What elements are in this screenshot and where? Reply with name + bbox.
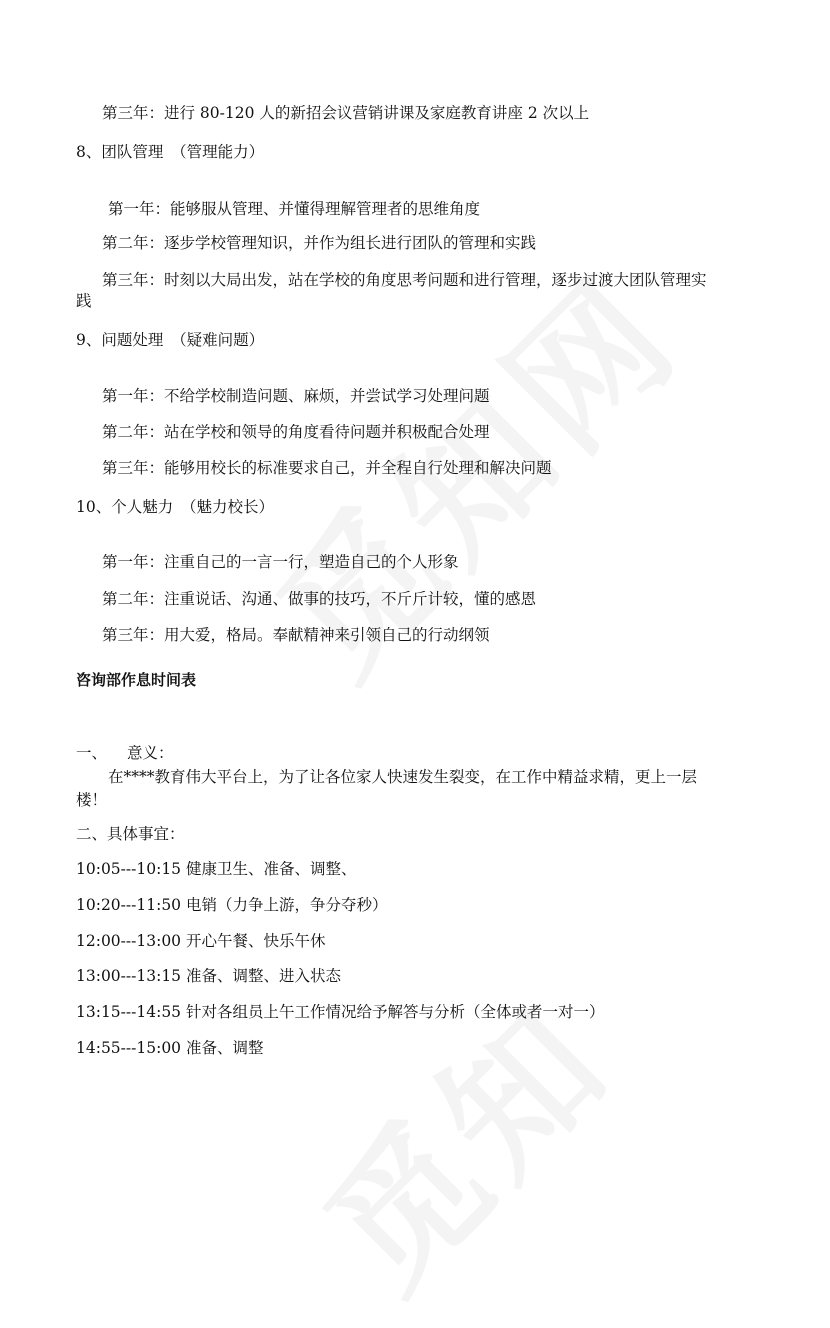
section-heading: 8、团队管理 （管理能力）	[76, 143, 265, 161]
schedule-item: 12:00---13:00 开心午餐、快乐午休	[76, 932, 326, 950]
section-heading: 10、个人魅力 （魅力校长）	[76, 498, 274, 516]
text-line: 第三年：用大爱，格局。奉献精神来引领自己的行动纲领	[102, 626, 490, 644]
list-marker: 一、	[76, 744, 108, 762]
section-heading: 9、问题处理 （疑难问题）	[76, 331, 265, 349]
text-line: 第二年：逐步学校管理知识，并作为组长进行团队的管理和实践	[102, 234, 537, 252]
schedule-item: 10:05---10:15 健康卫生、准备、调整、	[76, 860, 357, 878]
schedule-item: 10:20---11:50 电销（力争上游，争分夺秒）	[76, 896, 388, 914]
section-heading: 意义：	[127, 744, 174, 762]
text-line: 第一年：注重自己的一言一行，塑造自己的个人形象	[102, 553, 459, 571]
text-line: 第三年：时刻以大局出发，站在学校的角度思考问题和进行管理，逐步过渡大团队管理实	[102, 271, 707, 289]
text-line: 楼！	[76, 791, 108, 809]
text-line: 第三年：能够用校长的标准要求自己，并全程自行处理和解决问题	[102, 459, 552, 477]
section-heading: 二、具体事宜：	[76, 825, 185, 843]
text-line: 第二年：注重说话、沟通、做事的技巧，不斤斤计较，懂的感恩	[102, 590, 537, 608]
page-title: 咨询部作息时间表	[76, 671, 197, 689]
schedule-item: 13:00---13:15 准备、调整、进入状态	[76, 967, 341, 985]
text-line: 第一年：不给学校制造问题、麻烦，并尝试学习处理问题	[102, 387, 490, 405]
text-line: 第三年：进行 80-120 人的新招会议营销讲课及家庭教育讲座 2 次以上	[102, 104, 590, 122]
text-line: 践	[76, 292, 92, 310]
text-line: 第一年：能够服从管理、并懂得理解管理者的思维角度	[108, 200, 481, 218]
text-line: 在****教育伟大平台上，为了让各位家人快速发生裂变，在工作中精益求精，更上一层	[108, 768, 698, 786]
schedule-item: 13:15---14:55 针对各组员上午工作情况给予解答与分析（全体或者一对一）	[76, 1003, 605, 1021]
schedule-item: 14:55---15:00 准备、调整	[76, 1039, 264, 1057]
text-line: 第二年：站在学校和领导的角度看待问题并积极配合处理	[102, 423, 490, 441]
